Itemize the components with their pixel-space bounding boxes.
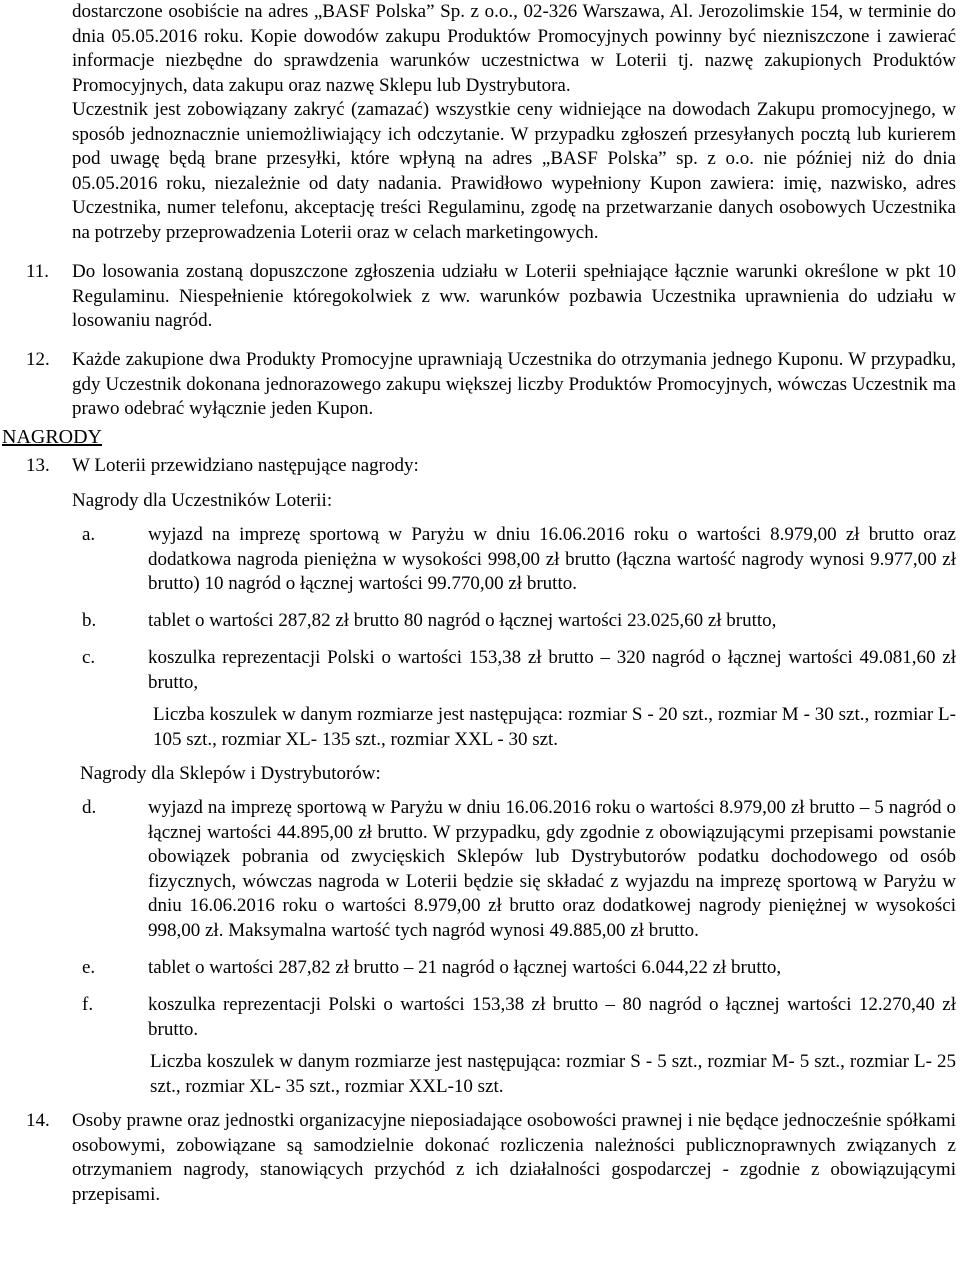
prize-text: wyjazd na imprezę sportową w Paryżu w dniu 16.06.2016 roku o wartości 8.979,00 zł brutto oraz dodatkowa nagroda pieniężna w wysokości 998,00 zł brutto (łączna wartość nagrody wynosi 9.977,00 zł brutto) 10 nagród o łącznej wartości 99.770,00 zł brutto.: [148, 524, 956, 595]
section-heading-nagrody: NAGRODY: [2, 426, 102, 448]
intro-paragraph-1: dostarczone osobiście na adres „BASF Polska” Sp. z o.o., 02-326 Warszawa, Al. Jerozolimskie 154, w terminie do dnia 05.05.2016 roku. Kopie dowodów zakupu Produktów Promocyjnych powinny być niezniszczone i zawierać informacje niezbędne do sprawdzenia warunków uczestnictwa w Loterii tj. nazwę zakupionych Produktów Promocyjnych, data zakupu oraz nazwę Sklepu lub Dystrybutora.: [72, 1, 956, 96]
prize-letter: b.: [82, 610, 97, 631]
prize-text: wyjazd na imprezę sportową w Paryżu w dniu 16.06.2016 roku o wartości 8.979,00 zł brutto – 5 nagród o łącznej wartości 44.895,00 zł brutto. W przypadku, gdy zgodnie z obowiązującymi przepisami powstanie obowiązek pobrania od zwycięskich Sklepów lub Dystrybutorów podatku dochodowego od osób fizycznych, wówczas nagroda w Loterii będzie się składać z wyjazdu na imprezę sportową w Paryżu w dniu 16.06.2016 roku o wartości 8.979,00 zł brutto oraz dodatkowej nagrody pieniężnej w wysokości 998,00 zł. Maksymalna wartość tych nagród wynosi 49.885,00 zł brutto.: [148, 797, 956, 941]
item-number: 12.: [26, 349, 50, 370]
prize-letter: e.: [82, 957, 96, 978]
intro-paragraph-2: Uczestnik jest zobowiązany zakryć (zamazać) wszystkie ceny widniejące na dowodach Zakupu promocyjnego, w sposób jednoznacznie uniemożliwiający ich odczytanie. W przypadku zgłoszeń przesyłanych pocztą lub kurierem pod uwagę będą brane przesyłki, które wpłyną na adres „BASF Polska” sp. z o.o. nie później niż do dnia 05.05.2016 roku, niezależnie od daty nadania. Prawidłowo wypełniony Kupon zawiera: imię, nazwisko, adres Uczestnika, numer telefonu, akceptację treści Regulaminu, zgodę na przetwarzanie danych osobowych Uczestnika na potrzeby przeprowadzenia Loterii oraz w celach marketingowych.: [72, 99, 956, 243]
shops-prizes-heading: Nagrody dla Sklepów i Dystrybutorów:: [80, 763, 381, 784]
prize-f: [82, 993, 956, 1042]
item-text: W Loterii przewidziano następujące nagrody:: [72, 455, 419, 476]
prize-b: [82, 609, 956, 634]
item-text: Osoby prawne oraz jednostki organizacyjne nieposiadające osobowości prawnej i nie będące jednocześnie spółkami osobowymi, zobowiązane są samodzielnie dokonać rozliczenia należności publicznoprawnych związanych z otrzymaniem nagrody, stanowiących przychód z ich działalności gospodarczej - zgodnie z obowiązującymi przepisami.: [72, 1110, 956, 1205]
prize-letter: f.: [82, 994, 94, 1015]
shirt-sizes-participants: Liczba koszulek w danym rozmiarze jest następująca: rozmiar S - 20 szt., rozmiar M - 30 szt., rozmiar L- 105 szt., rozmiar XL- 135 szt., rozmiar XXL - 30 szt.: [153, 704, 956, 750]
item-text: Do losowania zostaną dopuszczone zgłoszenia udziału w Loterii spełniające łącznie warunki określone w pkt 10 Regulaminu. Niespełnienie któregokolwiek z ww. warunków pozbawia Uczestnika uprawnienia do udziału w losowaniu nagród.: [72, 261, 956, 332]
item-text: Każde zakupione dwa Produkty Promocyjne uprawniają Uczestnika do otrzymania jednego Kuponu. W przypadku, gdy Uczestnik dokonana jednorazowego zakupu większej liczby Produktów Promocyjnych, wówczas Uczestnik ma prawo odebrać wyłącznie jeden Kupon.: [72, 349, 956, 420]
item-number: 13.: [26, 455, 50, 476]
prize-a: [82, 523, 956, 597]
section-item-13: [26, 454, 956, 479]
prize-text: tablet o wartości 287,82 zł brutto 80 nagród o łącznej wartości 23.025,60 zł brutto,: [148, 610, 777, 631]
prize-d: [82, 796, 956, 944]
section-item-14: [26, 1109, 956, 1207]
prize-e: [82, 956, 956, 981]
prize-c: [82, 646, 956, 695]
item-number: 11.: [26, 261, 50, 282]
prize-text: koszulka reprezentacji Polski o wartości 153,38 zł brutto – 320 nagród o łącznej wartości 49.081,60 zł brutto,: [148, 647, 956, 693]
shirt-sizes-shops: Liczba koszulek w danym rozmiarze jest następująca: rozmiar S - 5 szt., rozmiar M- 5 szt., rozmiar L- 25 szt., rozmiar XL- 35 szt., rozmiar XXL-10 szt.: [150, 1051, 956, 1097]
participants-prizes-heading: Nagrody dla Uczestników Loterii:: [72, 490, 333, 511]
item-number: 14.: [26, 1110, 50, 1131]
section-item-12: [26, 348, 956, 422]
section-item-11: [26, 260, 956, 334]
prize-text: tablet o wartości 287,82 zł brutto – 21 nagród o łącznej wartości 6.044,22 zł brutto,: [148, 957, 782, 978]
prize-letter: c.: [82, 647, 96, 668]
prize-letter: a.: [82, 524, 96, 545]
prize-text: koszulka reprezentacji Polski o wartości 153,38 zł brutto – 80 nagród o łącznej wartości 12.270,40 zł brutto.: [148, 994, 956, 1040]
prize-letter: d.: [82, 797, 97, 818]
